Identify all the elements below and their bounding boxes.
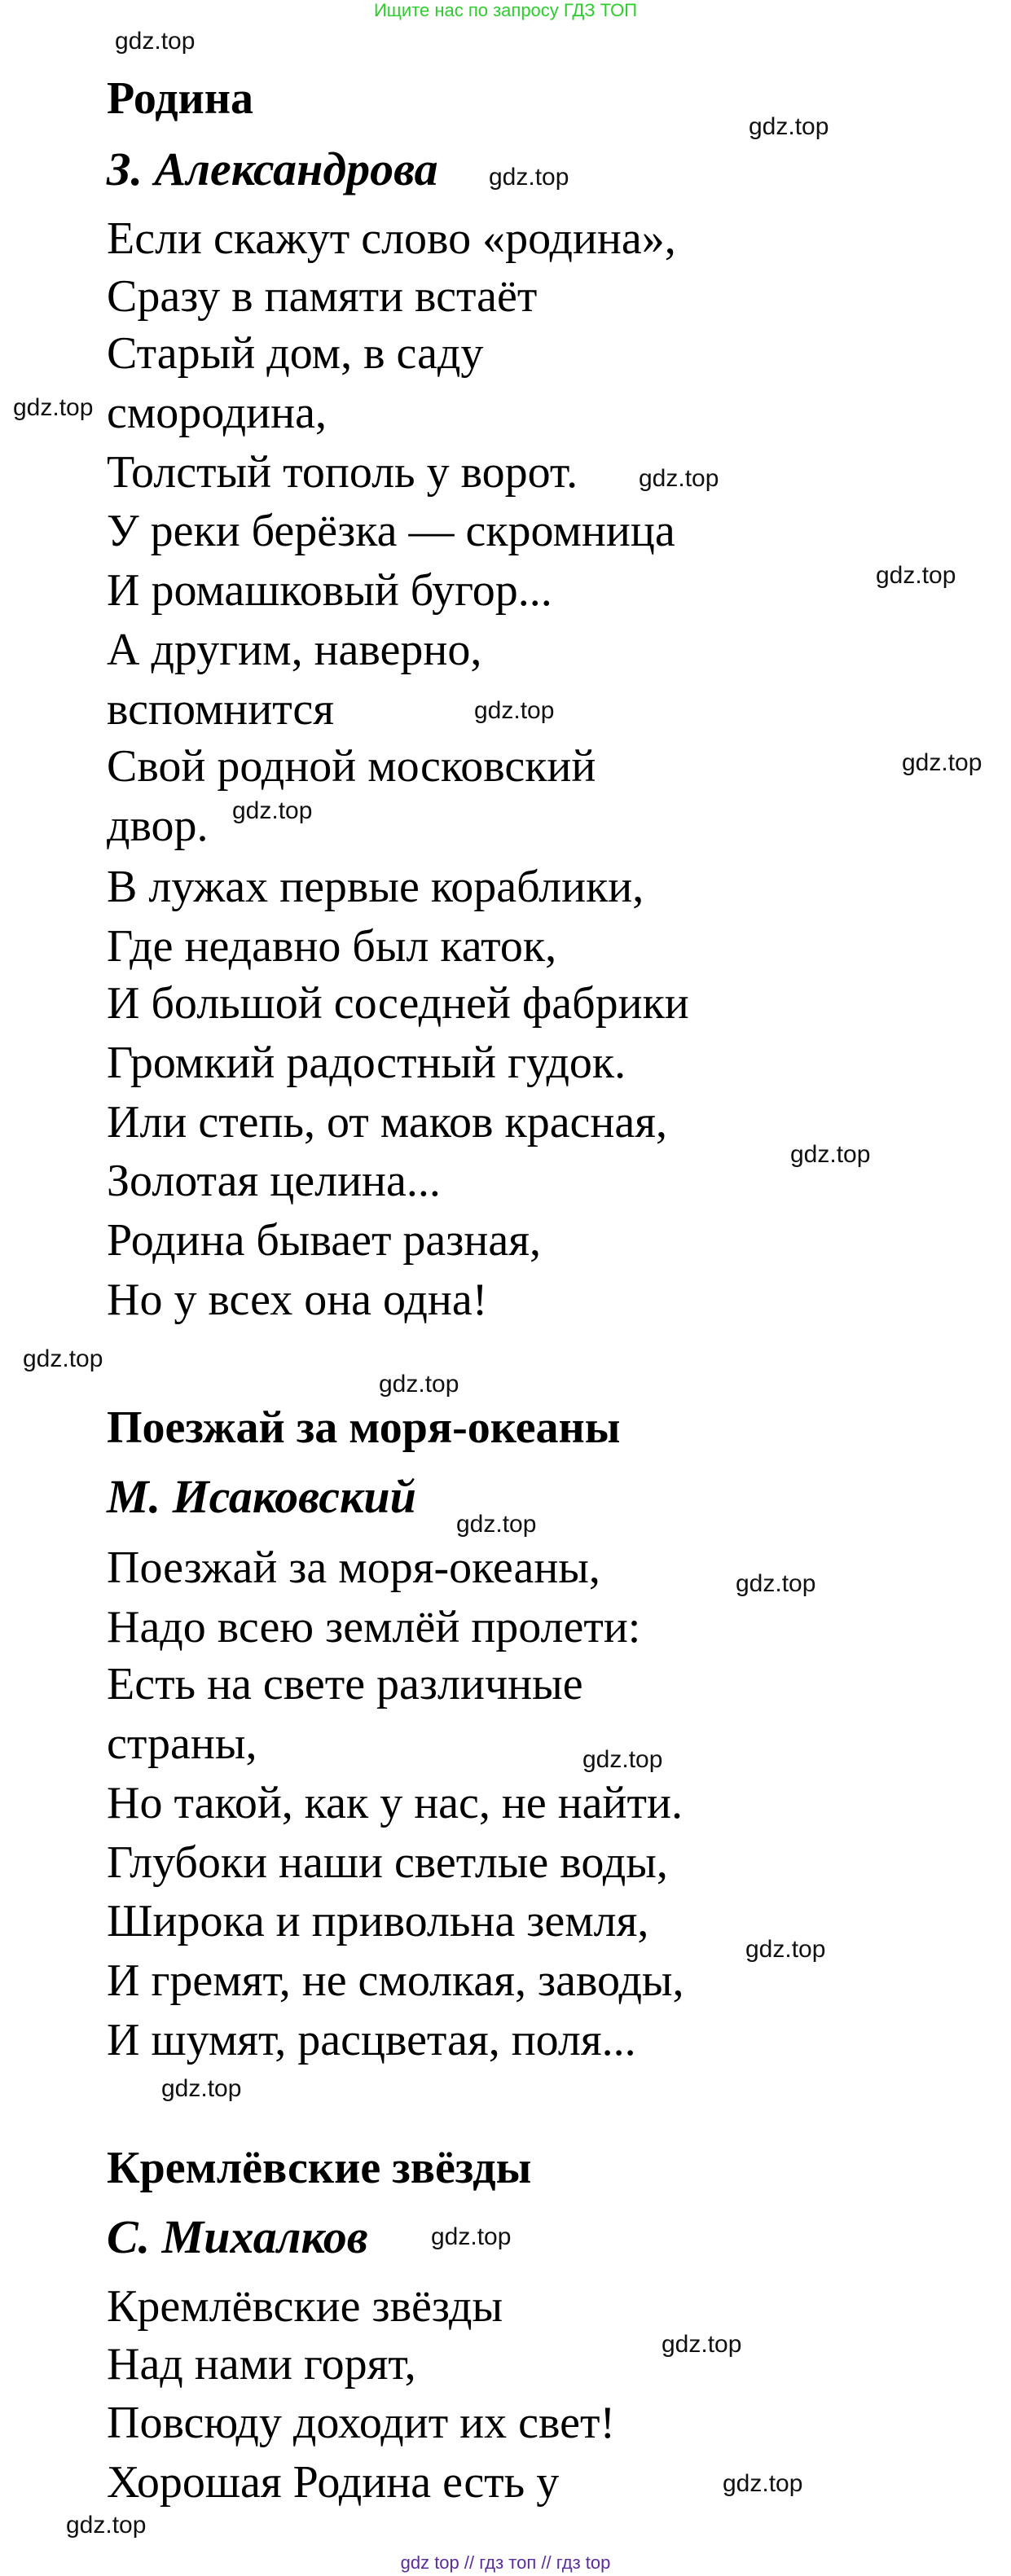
- watermark: gdz.top: [23, 1345, 103, 1372]
- watermark: gdz.top: [662, 2331, 742, 2358]
- search-hint-banner: Ищите нас по запросу ГДЗ ТОП: [373, 0, 638, 20]
- watermark: gdz.top: [474, 697, 555, 724]
- poem-line: Над нами горят,: [107, 2339, 416, 2389]
- watermark: gdz.top: [161, 2075, 242, 2102]
- watermark: gdz.top: [723, 2470, 803, 2497]
- poem-line: Родина бывает разная,: [107, 1215, 541, 1266]
- watermark: gdz.top: [582, 1746, 663, 1773]
- poem-line: Толстый тополь у ворот.: [107, 447, 578, 498]
- watermark: gdz.top: [456, 1511, 537, 1538]
- watermark: gdz.top: [489, 164, 569, 191]
- poem-line: Но такой, как у нас, не найти.: [107, 1778, 683, 1828]
- poem-line: Хорошая Родина есть у: [107, 2457, 560, 2508]
- poem-line: Старый дом, в саду: [107, 328, 484, 379]
- poem-line: И шумят, расцветая, поля...: [107, 2015, 636, 2065]
- poem-line: двор.: [107, 801, 209, 851]
- poem-line: Надо всею землёй пролети:: [107, 1602, 641, 1652]
- poem-line: Сразу в памяти встаёт: [107, 271, 538, 322]
- watermark: gdz.top: [431, 2223, 512, 2250]
- poem-line: А другим, наверно,: [107, 625, 482, 675]
- poem-line: И гремят, не смолкая, заводы,: [107, 1955, 684, 2006]
- watermark: gdz.top: [232, 797, 313, 824]
- poem-line: страны,: [107, 1718, 257, 1769]
- watermark: gdz.top: [790, 1141, 871, 1168]
- poem-line: вспомнится: [107, 684, 335, 735]
- poem-title: Родина: [107, 73, 254, 124]
- poem-author: М. Исаковский: [107, 1470, 416, 1523]
- poem-line: Где недавно был каток,: [107, 921, 557, 972]
- poem-line: И большой соседней фабрики: [107, 978, 689, 1029]
- watermark: gdz.top: [876, 562, 956, 589]
- poem-line: И ромашковый бугор...: [107, 565, 552, 616]
- watermark: gdz.top: [115, 28, 196, 55]
- watermark: gdz.top: [902, 749, 982, 776]
- poem-line: У реки берёзка — скромница: [107, 506, 675, 556]
- poem-line: Или степь, от маков красная,: [107, 1097, 667, 1148]
- poem-title: Кремлёвские звёзды: [107, 2143, 532, 2193]
- poem-author: С. Михалков: [107, 2210, 368, 2263]
- poem-line: Если скажут слово «родина»,: [107, 213, 676, 264]
- watermark: gdz.top: [639, 465, 719, 492]
- poem-line: Кремлёвские звёзды: [107, 2281, 503, 2332]
- watermark: gdz.top: [745, 1936, 826, 1963]
- watermark: gdz.top: [736, 1570, 816, 1597]
- poem-line: Широка и привольна земля,: [107, 1896, 649, 1946]
- poem-line: Глубоки наши светлые воды,: [107, 1837, 668, 1888]
- poem-line: Повсюду доходит их свет!: [107, 2398, 616, 2448]
- footer-links[interactable]: gdz top // гдз топ // гдз top: [400, 2552, 611, 2573]
- poem-author: З. Александрова: [107, 143, 438, 195]
- poem-line: Поезжай за моря-океаны,: [107, 1543, 600, 1593]
- poem-line: Есть на свете различные: [107, 1659, 583, 1709]
- poem-line: В лужах первые кораблики,: [107, 862, 644, 912]
- poem-line: смородина,: [107, 388, 327, 438]
- watermark: gdz.top: [749, 113, 829, 140]
- poem-title: Поезжай за моря-океаны: [107, 1402, 621, 1453]
- poem-line: Золотая целина...: [107, 1156, 441, 1206]
- watermark: gdz.top: [66, 2512, 147, 2539]
- watermark: gdz.top: [13, 394, 94, 421]
- watermark: gdz.top: [379, 1371, 459, 1398]
- poem-line: Свой родной московский: [107, 741, 596, 792]
- poem-line: Громкий радостный гудок.: [107, 1038, 626, 1088]
- poem-line: Но у всех она одна!: [107, 1275, 488, 1325]
